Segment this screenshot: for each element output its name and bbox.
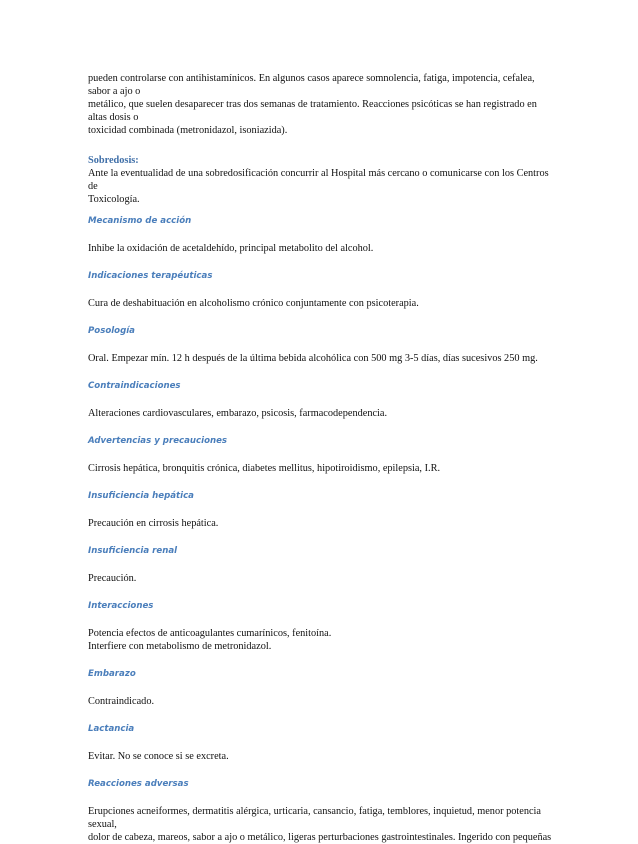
section-body-line: Cura de deshabituación en alcoholismo crónico conjuntamente con psicoterapia. (88, 298, 419, 309)
section-body-line: Evitar. No se conoce si se excreta. (88, 751, 229, 762)
section-body (88, 750, 558, 763)
sobredosis-paragraph (88, 167, 558, 206)
section-body-line: Cirrosis hepática, bronquitis crónica, diabetes mellitus, hipotiroidismo, epilepsia, I.R. (88, 463, 441, 474)
section-title: Indicaciones terapéuticas (88, 271, 213, 281)
section-body-line: Inhibe la oxidación de acetaldehído, principal metabolito del alcohol. (88, 243, 374, 254)
section-body (88, 407, 558, 420)
section (88, 600, 558, 668)
section-body (88, 572, 558, 585)
section-body-line: Precaución. (88, 573, 137, 584)
section-title: Insuficiencia renal (88, 546, 178, 556)
section (88, 325, 558, 380)
document-page (88, 72, 558, 844)
intro-line: pueden controlarse con antihistamínicos. En algunos casos aparece somnolencia, fatiga, impotencia, cefalea, sabor a ajo o (88, 73, 535, 97)
section-body-line: Contraindicado. (88, 696, 155, 707)
section-title: Posología (88, 326, 135, 336)
section (88, 490, 558, 545)
sobredosis-line: Toxicología. (88, 194, 140, 205)
section-body-line: Interfiere con metabolismo de metronidazol. (88, 641, 272, 652)
section-body (88, 242, 558, 255)
section-title: Contraindicaciones (88, 381, 181, 391)
section-body (88, 462, 558, 475)
section-body (88, 805, 558, 844)
section (88, 215, 558, 270)
section-title: Interacciones (88, 601, 154, 611)
section-body-line: Oral. Empezar mín. 12 h después de la última bebida alcohólica con 500 mg 3-5 días, días sucesivos 250 mg. (88, 353, 538, 364)
section-title: Insuficiencia hepática (88, 491, 194, 501)
section-title: Mecanismo de acción (88, 216, 192, 226)
section-body-line: Alteraciones cardiovasculares, embarazo, psicosis, farmacodependencia. (88, 408, 388, 419)
sobredosis-line: Ante la eventualidad de una sobredosificación concurrir al Hospital más cercano o comunicarse con los Centros de (88, 168, 549, 192)
section-body (88, 627, 558, 653)
section-body (88, 695, 558, 708)
sections-list (88, 215, 558, 844)
section (88, 435, 558, 490)
section (88, 270, 558, 325)
section (88, 778, 558, 844)
section-body-line: Erupciones acneiformes, dermatitis alérgica, urticaria, cansancio, fatiga, temblores, inquietud, menor potencia sexual, (88, 806, 541, 830)
section-body-line: Potencia efectos de anticoagulantes cumarínicos, fenitoína. (88, 628, 332, 639)
section (88, 723, 558, 778)
intro-line: metálico, que suelen desaparecer tras dos semanas de tratamiento. Reacciones psicóticas se han registrado en altas dosis o (88, 99, 537, 123)
intro-line: toxicidad combinada (metronidazol, isoniazida). (88, 125, 288, 136)
section (88, 380, 558, 435)
section-title: Advertencias y precauciones (88, 436, 228, 446)
intro-paragraph (88, 72, 558, 137)
section-body (88, 517, 558, 530)
section (88, 545, 558, 600)
section-body-line: dolor de cabeza, mareos, sabor a ajo o metálico, ligeras perturbaciones gastrointestinales. Ingerido con pequeñas (88, 832, 552, 843)
sobredosis-heading: Sobredosis: (88, 155, 139, 166)
section-body (88, 297, 558, 310)
section-body (88, 352, 558, 365)
section-body-line: Precaución en cirrosis hepática. (88, 518, 219, 529)
section (88, 668, 558, 723)
section-title: Reacciones adversas (88, 779, 189, 789)
section-title: Lactancia (88, 724, 135, 734)
section-title: Embarazo (88, 669, 136, 679)
